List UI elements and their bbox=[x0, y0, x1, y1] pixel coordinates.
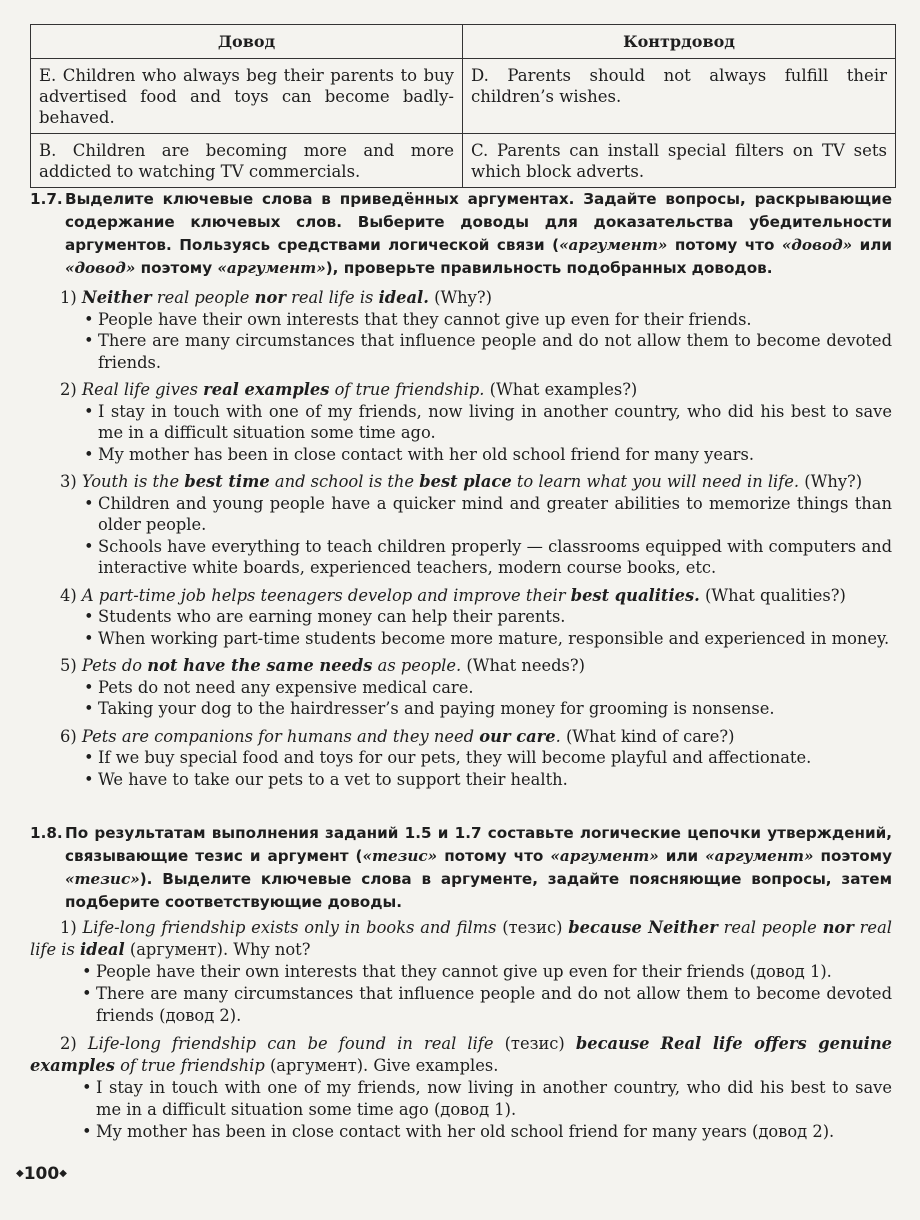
argument-text: (аргумент). Give examples. bbox=[264, 1056, 499, 1075]
keyword: Neither bbox=[81, 288, 152, 307]
argument-text: (What kind of care?) bbox=[560, 726, 735, 746]
argument-line bbox=[60, 287, 892, 309]
task-text-part: «тезис» bbox=[65, 870, 140, 888]
argument-text: real life is bbox=[285, 288, 379, 307]
bullet-text: There are many circumstances that influence people and do not allow them to become devoted friends. bbox=[98, 331, 892, 372]
task-1-8-items bbox=[30, 917, 892, 1149]
list-item bbox=[60, 726, 892, 791]
task-text-part: По результатам выполнения заданий 1.5 и 1.7 составьте логические цепочки утверждений, связывающие тезис и аргумент ( bbox=[65, 824, 892, 865]
argument-text: Pets do bbox=[81, 656, 148, 675]
bullet-text: We have to take our pets to a vet to support their health. bbox=[98, 769, 568, 789]
argument-text: Life-long friendship can be found in real life bbox=[87, 1034, 494, 1053]
bullet-text: I stay in touch with one of my friends, now living in another country, who did his best to save me in a difficult situation some time ago. bbox=[98, 401, 892, 442]
item-number: 4) bbox=[60, 585, 77, 605]
keyword: ideal. bbox=[378, 288, 429, 307]
item-number: 6) bbox=[60, 726, 77, 746]
table-cell: B. Children are becoming more and more addicted to watching TV commercials. bbox=[31, 134, 463, 188]
item-number: 2) bbox=[60, 380, 77, 399]
task-number: 1.7. bbox=[30, 190, 63, 208]
task-text-part: поэтому bbox=[813, 847, 892, 865]
argument-text: of true friendship. bbox=[329, 380, 485, 399]
table-cell: D. Parents should not always fulfill their children’s wishes. bbox=[463, 59, 896, 134]
bullet-point bbox=[60, 698, 892, 720]
task-1-7-items bbox=[60, 287, 892, 796]
task-1-7-instruction bbox=[30, 188, 892, 280]
task-text-part: Выделите ключевые слова в приведённых аргументах. Задайте вопросы, раскрывающие содержание ключевых слов. Выберите доводы для доказательства убедительности аргументов. Пользуясь средствами логической связи ( bbox=[65, 190, 892, 254]
arguments-table bbox=[30, 24, 896, 188]
bullet-point bbox=[60, 536, 892, 579]
task-text bbox=[30, 822, 892, 914]
keyword: not have the same needs bbox=[147, 656, 373, 675]
bullet-point bbox=[60, 677, 892, 699]
bullet-point bbox=[60, 444, 892, 466]
task-text-part: потому что bbox=[667, 236, 782, 254]
argument-text: Real life gives bbox=[81, 380, 204, 399]
argument-text: real people bbox=[717, 918, 823, 937]
keyword: nor bbox=[254, 288, 286, 307]
argument-text: to learn what you will need in life. bbox=[511, 472, 800, 491]
keyword: Real life offers genuine examples bbox=[30, 1034, 893, 1075]
bullet-point bbox=[60, 401, 892, 444]
argument-text: (тезис) bbox=[493, 1034, 576, 1053]
bullet-text: There are many circumstances that influence people and do not allow them to become devoted friends (довод 2). bbox=[96, 984, 892, 1025]
column-header: Довод bbox=[31, 25, 463, 59]
bullet-text: My mother has been in close contact with her old school friend for many years (довод 2). bbox=[96, 1122, 835, 1141]
argument-line bbox=[60, 585, 892, 607]
bullet-text: My mother has been in close contact with her old school friend for many years. bbox=[98, 444, 754, 464]
keyword: nor bbox=[822, 918, 854, 937]
argument-text: Pets are companions for humans and they need bbox=[81, 726, 480, 746]
bullet-text: I stay in touch with one of my friends, now living in another country, who did his best to save me in a difficult situation some time ago (довод 1). bbox=[96, 1078, 892, 1119]
item-number: 1) bbox=[60, 918, 77, 937]
keyword: because bbox=[575, 1034, 650, 1053]
item-number: 5) bbox=[60, 656, 77, 675]
argument-text: as people. bbox=[372, 656, 462, 675]
task-text-part: ), проверьте правильность подобранных доводов. bbox=[325, 259, 773, 277]
argument-text: (тезис) bbox=[496, 918, 569, 937]
bullet-point bbox=[60, 747, 892, 769]
argument-line bbox=[60, 655, 892, 677]
bullet-point bbox=[60, 606, 892, 628]
table-row bbox=[31, 59, 896, 134]
argument-text bbox=[649, 1034, 660, 1053]
task-text-part: поэтому bbox=[135, 259, 218, 277]
list-item bbox=[30, 1033, 892, 1143]
task-1-8-instruction bbox=[30, 822, 892, 914]
item-number: 2) bbox=[60, 1034, 77, 1053]
bullet-point bbox=[60, 493, 892, 536]
diamond-icon: ◆ bbox=[59, 1168, 67, 1179]
diamond-icon: ◆ bbox=[16, 1168, 24, 1179]
task-text-part: «довод» bbox=[781, 236, 853, 254]
table-cell: C. Parents can install special filters on TV sets which block adverts. bbox=[463, 134, 896, 188]
bullet-point bbox=[60, 769, 892, 791]
argument-line bbox=[30, 1033, 892, 1077]
task-text-part: «аргумент» bbox=[559, 236, 668, 254]
bullet-point bbox=[60, 309, 892, 331]
keyword: because Neither bbox=[568, 918, 718, 937]
bullet-text: Children and young people have a quicker mind and greater abilities to memorize things than older people. bbox=[98, 493, 892, 534]
bullet-point bbox=[60, 330, 892, 373]
keyword: ideal bbox=[80, 940, 125, 959]
bullet-text: People have their own interests that they cannot give up even for their friends (довод 1). bbox=[96, 962, 832, 981]
task-text-part: «аргумент» bbox=[550, 847, 659, 865]
page-number bbox=[16, 1164, 67, 1184]
list-item bbox=[60, 655, 892, 720]
task-text-part: «довод» bbox=[65, 259, 136, 277]
argument-text: . bbox=[555, 726, 561, 746]
argument-line bbox=[60, 379, 892, 401]
argument-text: real life is bbox=[30, 918, 892, 959]
task-text bbox=[30, 188, 892, 280]
argument-text: (What qualities?) bbox=[699, 585, 846, 605]
bullet-text: When working part-time students become more mature, responsible and experienced in money. bbox=[98, 628, 890, 648]
argument-text: of true friendship bbox=[114, 1056, 265, 1075]
task-number: 1.8. bbox=[30, 824, 63, 842]
argument-text: Youth is the bbox=[81, 472, 185, 491]
keyword: our care bbox=[479, 726, 556, 746]
keyword: best qualities. bbox=[570, 585, 700, 605]
item-number: 3) bbox=[60, 472, 77, 491]
argument-text: real people bbox=[151, 288, 255, 307]
column-header: Контрдовод bbox=[463, 25, 896, 59]
bullet-point bbox=[30, 1077, 892, 1121]
task-text-part: потому что bbox=[437, 847, 551, 865]
argument-text: (What examples?) bbox=[484, 380, 638, 399]
argument-text: and school is the bbox=[269, 472, 420, 491]
bullet-text: Taking your dog to the hairdresser’s and paying money for grooming is nonsense. bbox=[98, 699, 775, 718]
task-text-part: ). Выделите ключевые слова в аргументе, задайте поясняющие вопросы, затем подберите соответствующие доводы. bbox=[65, 870, 892, 911]
argument-text: (Why?) bbox=[799, 472, 863, 491]
list-item bbox=[60, 287, 892, 373]
argument-line bbox=[30, 917, 892, 961]
table-cell: E. Children who always beg their parents to buy advertised food and toys can become badly-behaved. bbox=[31, 59, 463, 134]
bullet-text: People have their own interests that they cannot give up even for their friends. bbox=[98, 309, 752, 329]
list-item bbox=[30, 917, 892, 1027]
argument-line bbox=[60, 471, 892, 493]
table-row bbox=[31, 134, 896, 188]
bullet-text: Students who are earning money can help their parents. bbox=[98, 607, 566, 626]
argument-line bbox=[60, 726, 892, 748]
bullet-text: If we buy special food and toys for our pets, they will become playful and affectionate. bbox=[98, 748, 812, 767]
task-text-part: «аргумент» bbox=[217, 259, 326, 277]
task-text-part: или bbox=[658, 847, 706, 865]
argument-text: Life-long friendship exists only in books and films bbox=[82, 918, 497, 937]
task-text-part: или bbox=[852, 236, 892, 254]
keyword: real examples bbox=[203, 380, 330, 399]
argument-text: (What needs?) bbox=[461, 656, 585, 675]
task-text-part: «тезис» bbox=[362, 847, 438, 865]
table-header-row bbox=[31, 25, 896, 59]
task-text-part: «аргумент» bbox=[705, 847, 814, 865]
list-item bbox=[60, 379, 892, 465]
bullet-point bbox=[30, 1121, 892, 1143]
bullet-point bbox=[30, 961, 892, 983]
argument-text: (Why?) bbox=[428, 288, 492, 307]
item-number: 1) bbox=[60, 288, 77, 307]
list-item bbox=[60, 585, 892, 650]
argument-text: A part-time job helps teenagers develop and improve their bbox=[81, 585, 571, 605]
keyword: best time bbox=[184, 472, 270, 491]
bullet-point bbox=[30, 983, 892, 1027]
keyword: best place bbox=[419, 472, 512, 491]
page-number-text: 100 bbox=[23, 1164, 60, 1184]
list-item bbox=[60, 471, 892, 579]
bullet-text: Schools have everything to teach children properly — classrooms equipped with computers and interactive white boards, experienced teachers, modern course books, etc. bbox=[98, 536, 892, 577]
bullet-point bbox=[60, 628, 892, 650]
argument-text: (аргумент). Why not? bbox=[124, 940, 311, 959]
bullet-text: Pets do not need any expensive medical care. bbox=[98, 677, 474, 697]
